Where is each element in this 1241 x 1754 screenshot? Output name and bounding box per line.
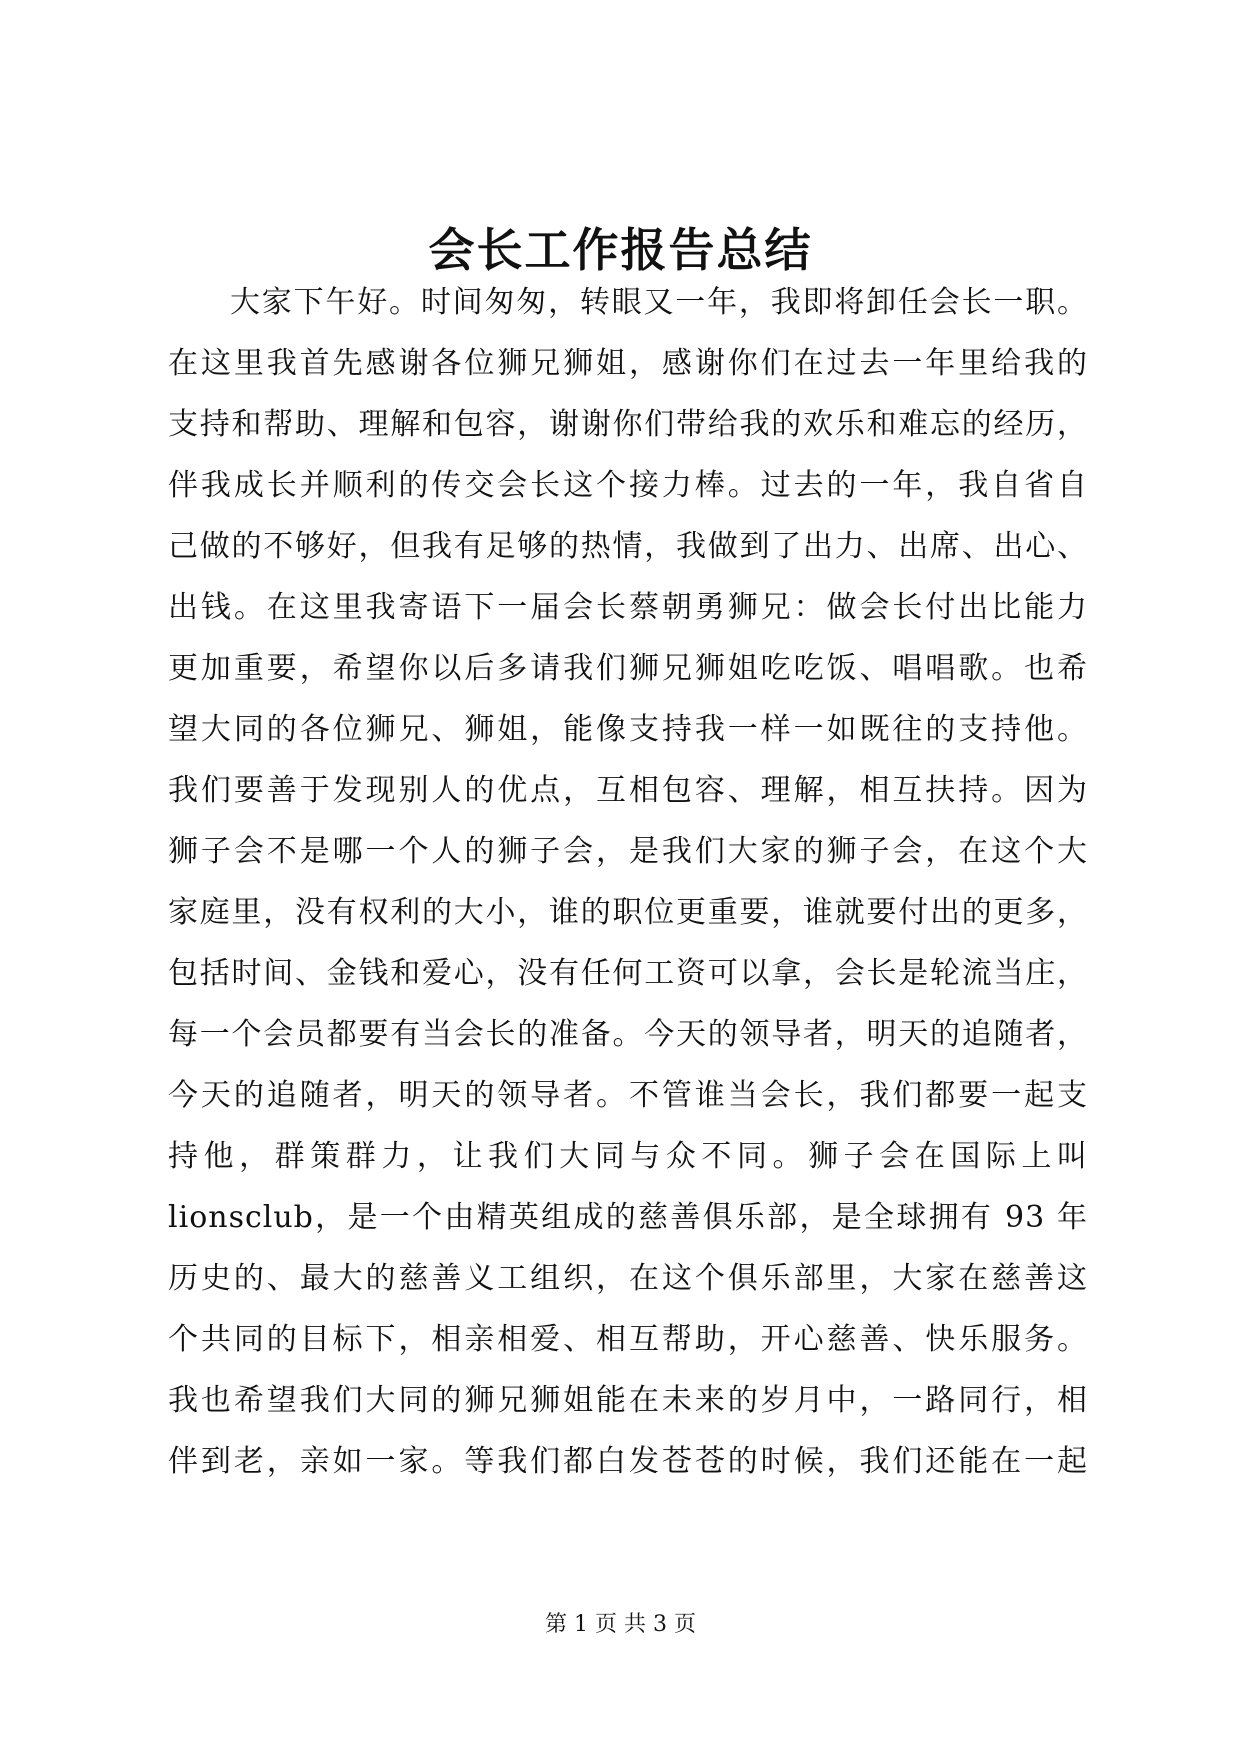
document-body <box>168 272 1088 1492</box>
body-line-13: 每一个会员都要有当会长的准备。今天的领导者，明天的追随者， <box>168 1017 1088 1052</box>
body-line-6: 出钱。在这里我寄语下一届会长蔡朝勇狮兄：做会长付出比能力 <box>168 590 1088 625</box>
body-line-1: 大家下午好。时间匆匆，转眼又一年，我即将卸任会长一职。 <box>230 285 1088 320</box>
page-footer: 第 1 页 共 3 页 <box>545 1612 696 1637</box>
body-line-8: 望大同的各位狮兄、狮姐，能像支持我一样一如既往的支持他。 <box>168 712 1088 747</box>
body-line-15: 持他，群策群力，让我们大同与众不同。狮子会在国际上叫 <box>168 1139 1088 1174</box>
body-line-3: 支持和帮助、理解和包容，谢谢你们带给我的欢乐和难忘的经历， <box>168 407 1088 442</box>
body-line-5: 己做的不够好，但我有足够的热情，我做到了出力、出席、出心、 <box>168 529 1088 564</box>
document-title: 会长工作报告总结 <box>428 223 813 277</box>
body-line-4: 伴我成长并顺利的传交会长这个接力棒。过去的一年，我自省自 <box>168 468 1088 503</box>
body-line-12: 包括时间、金钱和爱心，没有任何工资可以拿，会长是轮流当庄， <box>168 956 1088 991</box>
body-line-17: 历史的、最大的慈善义工组织，在这个俱乐部里，大家在慈善这 <box>168 1261 1088 1296</box>
body-line-18: 个共同的目标下，相亲相爱、相互帮助，开心慈善、快乐服务。 <box>168 1322 1088 1357</box>
body-line-16: lionsclub，是一个由精英组成的慈善俱乐部，是全球拥有 93 年 <box>168 1200 1088 1235</box>
body-line-20: 伴到老，亲如一家。等我们都白发苍苍的时候，我们还能在一起 <box>168 1444 1088 1479</box>
body-line-2: 在这里我首先感谢各位狮兄狮姐，感谢你们在过去一年里给我的 <box>168 346 1088 381</box>
body-line-11: 家庭里，没有权利的大小，谁的职位更重要，谁就要付出的更多， <box>168 895 1088 930</box>
body-line-19: 我也希望我们大同的狮兄狮姐能在未来的岁月中，一路同行，相 <box>168 1383 1088 1418</box>
body-line-9: 我们要善于发现别人的优点，互相包容、理解，相互扶持。因为 <box>168 773 1088 808</box>
body-line-14: 今天的追随者，明天的领导者。不管谁当会长，我们都要一起支 <box>168 1078 1088 1113</box>
body-line-10: 狮子会不是哪一个人的狮子会，是我们大家的狮子会，在这个大 <box>168 834 1088 869</box>
body-line-7: 更加重要，希望你以后多请我们狮兄狮姐吃吃饭、唱唱歌。也希 <box>168 651 1088 686</box>
